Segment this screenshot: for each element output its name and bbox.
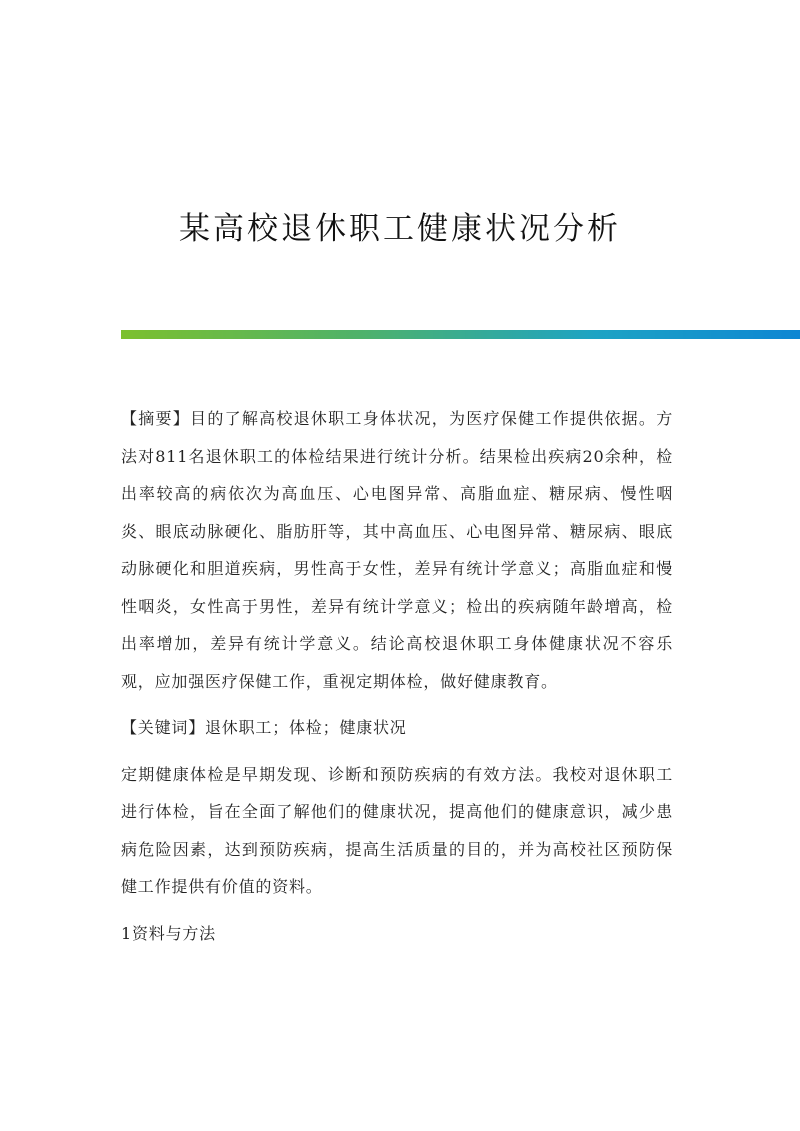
abstract-paragraph: 【摘要】目的了解高校退休职工身体状况，为医疗保健工作提供依据。方法对811名退休职工的体检结果进行统计分析。结果检出疾病20余种，检出率较高的病依次为高血压、心电图异常、高脂血症、糖尿病、慢性咽炎、眼底动脉硬化、脂肪肝等，其中高血压、心电图异常、糖尿病、眼底动脉硬化和胆道疾病，男性高于女性，差异有统计学意义；高脂血症和慢性咽炎，女性高于男性，差异有统计学意义；检出的疾病随年龄增高，检出率增加，差异有统计学意义。结论高校退休职工身体健康状况不容乐观，应加强医疗保健工作，重视定期体检，做好健康教育。	[121, 409, 673, 691]
document-title: 某高校退休职工健康状况分析	[179, 210, 621, 247]
section-heading: 1资料与方法	[121, 923, 216, 943]
document-body	[121, 400, 673, 952]
intro-paragraph: 定期健康体检是早期发现、诊断和预防疾病的有效方法。我校对退休职工进行体检，旨在全面了解他们的健康状况，提高他们的健康意识，减少患病危险因素，达到预防疾病，提高生活质量的目的，并为高校社区预防保健工作提供有价值的资料。	[121, 764, 673, 896]
decorative-gradient-rule	[121, 330, 800, 339]
keywords-paragraph: 【关键词】退休职工；体检；健康状况	[121, 718, 407, 737]
